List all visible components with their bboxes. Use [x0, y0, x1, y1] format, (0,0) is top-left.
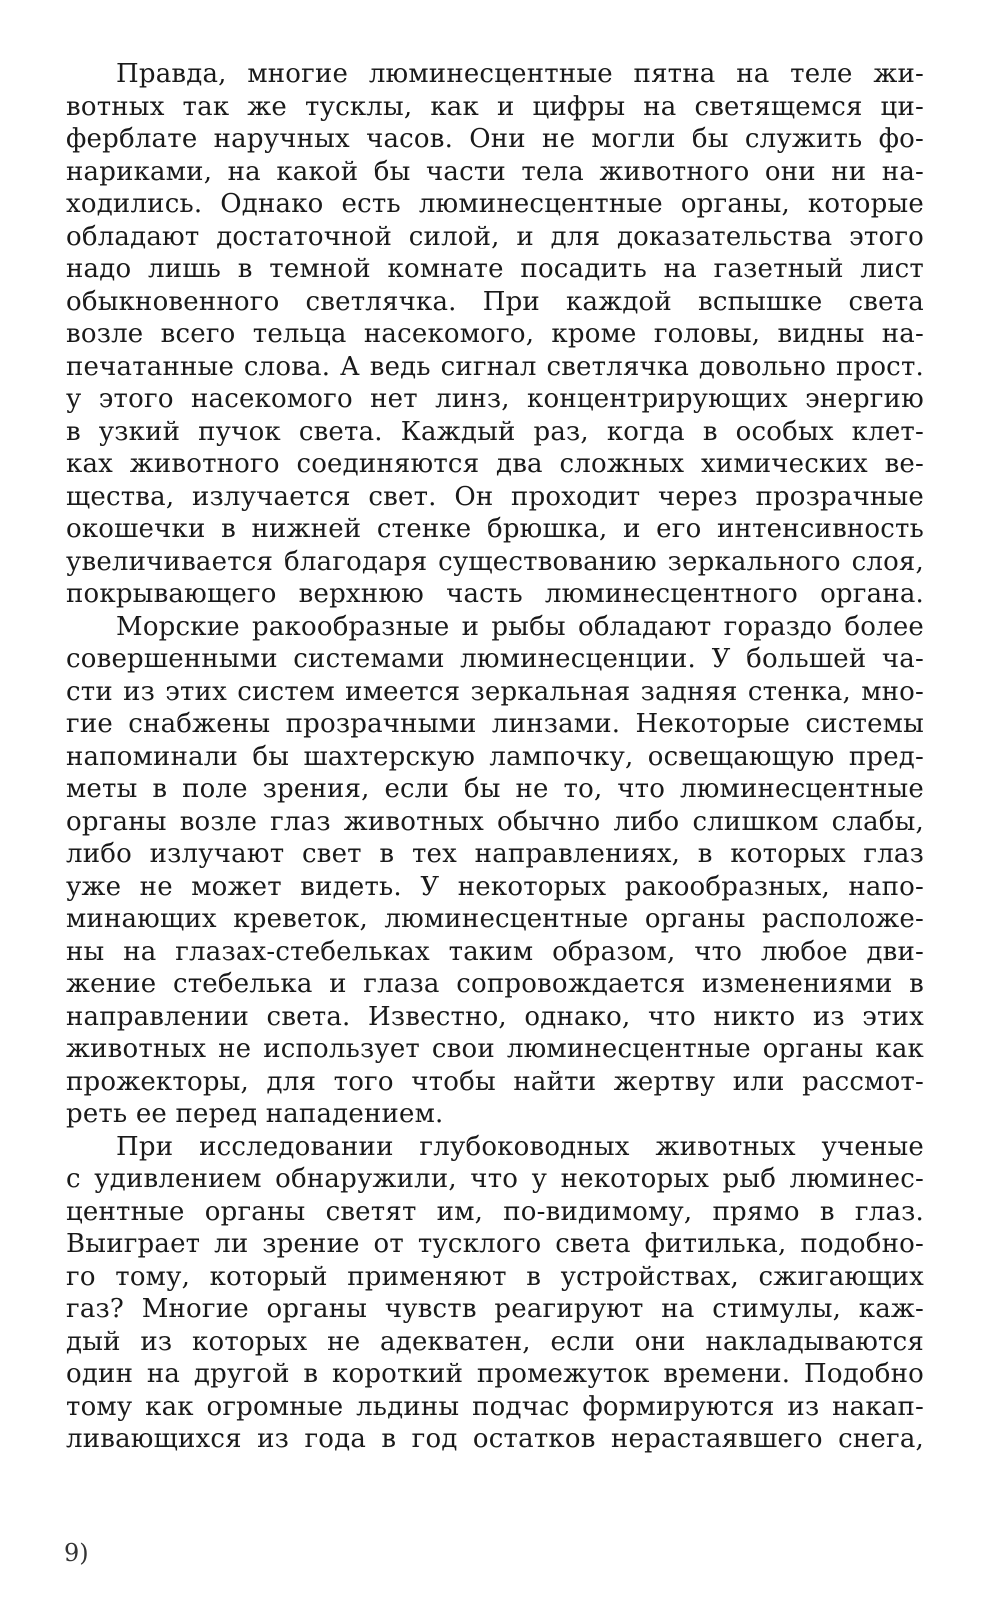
text-line: ках животного соединяются два сложных химических ве- [66, 449, 924, 479]
text-line: окошечки в нижней стенке брюшка, и его интенсивность [66, 514, 924, 544]
text-line: возле всего тельца насекомого, кроме головы, видны на- [66, 319, 924, 349]
text-line: ферблате наручных часов. Они не могли бы служить фо- [66, 124, 924, 154]
text-line: напоминали бы шахтерскую лампочку, освещающую пред- [66, 741, 924, 772]
text-line: дый из которых не адекватен, если они накладываются [66, 1326, 924, 1357]
text-line: животных не использует свои люминесцентные органы как [66, 1034, 924, 1064]
text-line: газ? Многие органы чувств реагируют на стимулы, каж- [66, 1294, 924, 1324]
text-line: прожекторы, для того чтобы найти жертву или рассмот- [66, 1066, 924, 1097]
text-line: меты в поле зрения, если бы не то, что люминесцентные [66, 774, 924, 804]
text-line: покрывающего верхнюю часть люминесцентного органа. [66, 579, 924, 609]
text-line: тому как огромные льдины подчас формируются из накап- [66, 1391, 924, 1422]
text-line: в узкий пучок света. Каждый раз, когда в особых клет- [66, 416, 924, 447]
text-line: минающих креветок, люминесцентные органы расположе- [66, 904, 924, 934]
page-text [66, 58, 924, 1456]
text-line: реть ее перед нападением. [66, 1099, 444, 1129]
text-line: один на другой в короткий промежуток времени. Подобно [66, 1359, 924, 1389]
text-line: сти из этих систем имеется зеркальная задняя стенка, мно- [66, 676, 924, 707]
text-line: вотных так же тусклы, как и цифры на светящемся ци- [66, 91, 924, 122]
text-line: ливающихся из года в год остатков нерастаявшего снега, [66, 1424, 924, 1454]
page-number: 9) [64, 1539, 89, 1567]
text-line: у этого насекомого нет линз, концентрирующих энергию [66, 384, 924, 414]
text-line: либо излучают свет в тех направлениях, в которых глаз [66, 839, 924, 869]
text-line: Правда, многие люминесцентные пятна на теле жи- [116, 59, 924, 89]
text-line: ходились. Однако есть люминесцентные органы, которые [66, 189, 924, 219]
text-line: с удивлением обнаружили, что у некоторых рыб люминес- [66, 1164, 924, 1194]
text-line: ны на глазах-стебельках таким образом, что любое дви- [66, 936, 924, 967]
text-line: органы возле глаз животных обычно либо слишком слабы, [66, 806, 924, 837]
text-line: центные органы светят им, по-видимому, прямо в глаз. [66, 1196, 924, 1227]
text-line: Выиграет ли зрение от тусклого света фитилька, подобно- [66, 1229, 924, 1259]
text-line: нариками, на какой бы части тела животного они ни на- [66, 156, 924, 187]
text-line: обладают достаточной силой, и для доказательства этого [66, 221, 924, 252]
text-line: надо лишь в темной комнате посадить на газетный лист [66, 254, 924, 284]
text-line: уже не может видеть. У некоторых ракообразных, напо- [66, 871, 924, 902]
text-line: При исследовании глубоководных животных ученые [116, 1131, 924, 1162]
text-line: го тому, который применяют в устройствах, сжигающих [66, 1261, 924, 1292]
text-line: Морские ракообразные и рыбы обладают гораздо более [116, 611, 924, 642]
text-line: направлении света. Известно, однако, что никто из этих [66, 1001, 924, 1032]
text-line: жение стебелька и глаза сопровождается изменениями в [66, 969, 924, 999]
text-line: печатанные слова. А ведь сигнал светлячка довольно прост. [66, 351, 924, 382]
text-line: гие снабжены прозрачными линзами. Некоторые системы [66, 709, 924, 739]
text-line: увеличивается благодаря существованию зеркального слоя, [66, 546, 924, 577]
text-line: совершенными системами люминесценции. У большей ча- [66, 644, 924, 674]
text-line: обыкновенного светлячка. При каждой вспышке света [66, 286, 924, 317]
text-line: щества, излучается свет. Он проходит через прозрачные [66, 481, 924, 512]
